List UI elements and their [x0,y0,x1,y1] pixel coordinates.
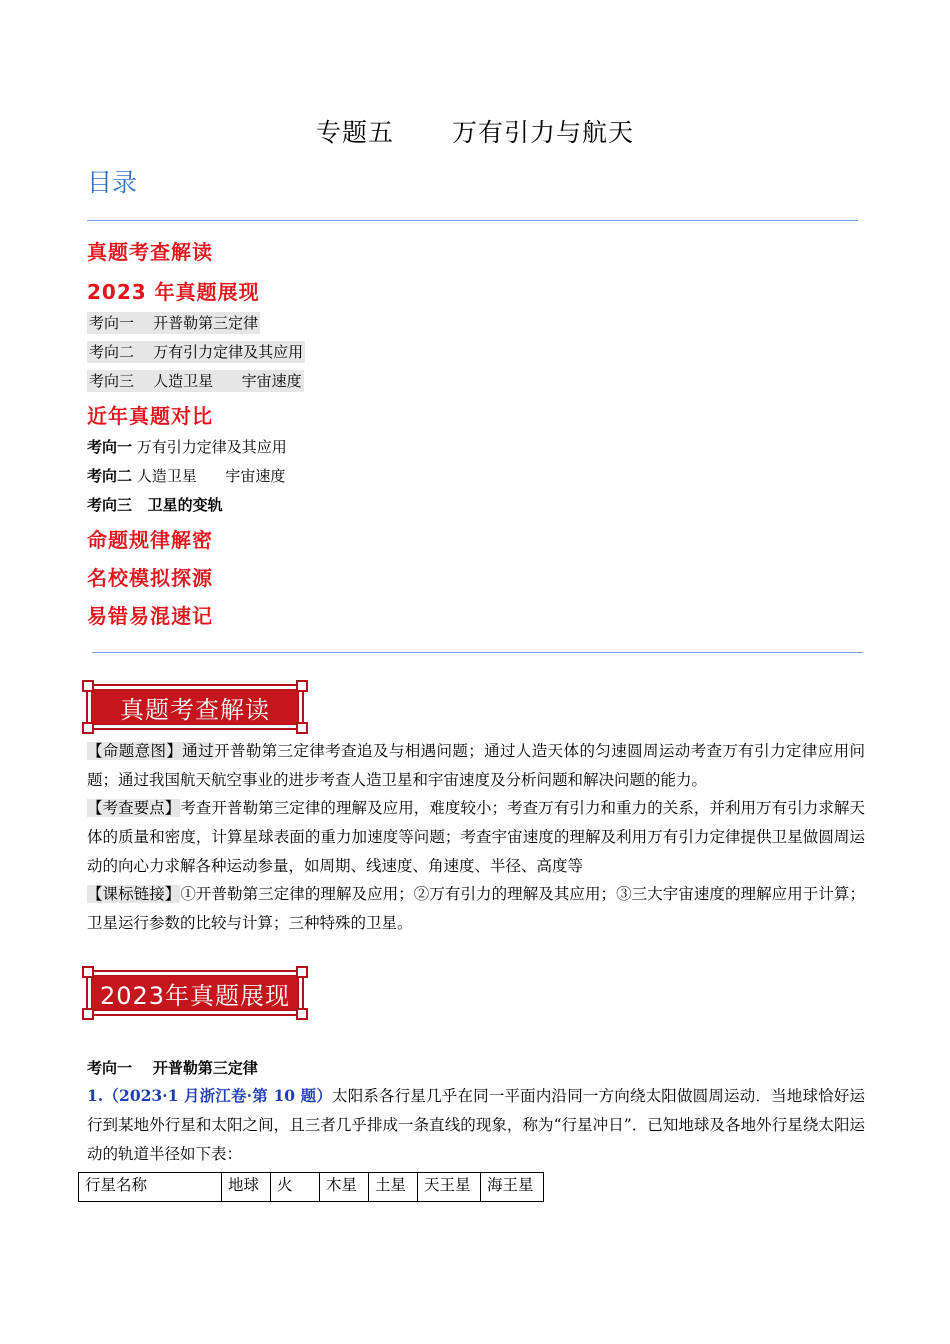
curriculum-link-paragraph [87,880,865,938]
direction-text: 人造卫星 宇宙速度 [132,467,286,485]
intent-tag: 【命题意图】通过 [87,742,215,760]
key-points-paragraph [87,794,865,881]
toc-link-2023-questions[interactable]: 2023 年真题展现 [87,280,260,304]
banner-corner-ornament [82,1008,94,1020]
direction-text: 万有引力定律及其应用 [132,438,287,456]
toc-link-recent-direction-3[interactable] [87,494,223,516]
toc-link-common-errors[interactable]: 易错易混速记 [87,604,213,628]
banner-corner-ornament [296,1008,308,1020]
intent-paragraph [87,737,865,795]
toc-link-exam-analysis[interactable]: 真题考查解读 [87,240,213,264]
toc-link-recent-direction-2[interactable] [87,465,285,487]
page-title [0,113,950,149]
curriculum-link-tag: 【课标链接】 [87,885,181,903]
planet-orbit-table [78,1172,544,1202]
toc-top-divider [87,220,858,221]
banner-label: 2023年真题展现 [91,975,299,1011]
toc-link-school-mock[interactable]: 名校模拟探源 [87,566,213,590]
intent-text: 开普勒第三定律考查追及与相遇问题；通过人造天体的匀速圆周运动考查万有引力定律应用问题；通过我国航天航空事业的进步考查人造卫星和宇宙速度及分析问题和解决问题的能力。 [87,742,865,789]
table-row [79,1173,544,1202]
table-cell: 天王星 [418,1173,481,1202]
table-cell: 行星名称 [79,1173,222,1202]
table-cell: 火 [271,1173,320,1202]
direction-tag: 考向三 [87,496,133,514]
banner-corner-ornament [82,966,94,978]
toc-link-recent-comparison[interactable]: 近年真题对比 [87,404,213,428]
banner-corner-ornament [82,722,94,734]
toc-link-2023-direction-1[interactable]: 考向一 开普勒第三定律 [89,314,259,332]
section-banner-exam-analysis [86,684,304,730]
table-cell: 土星 [369,1173,418,1202]
toc-link-recent-direction-1[interactable] [87,436,287,458]
title-subject: 万有引力与航天 [451,118,634,147]
direction-tag: 考向一 [87,438,133,456]
curriculum-link-text: ①开普勒第三定律的理解及应用；②万有引力的理解及其应用；③三大宇宙速度的理解应用于计算；卫星运行参数的比较与计算；三种特殊的卫星。 [87,885,865,932]
question-number: 1.（2023·1 月浙江卷·第 10 题） [87,1086,333,1105]
section-banner-2023-questions [86,970,304,1016]
banner-corner-ornament [296,680,308,692]
key-points-text: 考查开普勒第三定律的理解及应用，难度较小；考查万有引力和重力的关系，并利用万有引力求解天体的质量和密度，计算星球表面的重力加速度等问题；考查宇宙速度的理解及利用万有引力定律提供卫星做圆周运动的向心力求解各种运动参量，如周期、线速度、角速度、半径、高度等 [87,799,865,875]
toc-heading: 目录 [87,168,138,197]
direction-tag: 考向二 [87,467,133,485]
banner-corner-ornament [296,722,308,734]
table-cell: 地球 [222,1173,271,1202]
toc-link-pattern-decode[interactable]: 命题规律解密 [87,528,213,552]
direction-heading: 考向一 开普勒第三定律 [87,1059,258,1077]
banner-corner-ornament [82,680,94,692]
toc-bottom-divider [92,652,863,653]
table-cell: 海王星 [481,1173,544,1202]
banner-corner-ornament [296,966,308,978]
question-text: 太阳系各行星几乎在同一平面内沿同一方向绕太阳做圆周运动．当地球恰好运行到某地外行星和太阳之间，且三者几乎排成一条直线的现象，称为“行星冲日”．已知地球及各地外行星绕太阳运动的轨道半径如下表： [87,1087,865,1163]
title-topic: 专题五 [316,118,395,147]
key-points-tag: 【考查要点】 [87,799,181,817]
table-cell: 木星 [320,1173,369,1202]
direction-text: 卫星的变轨 [132,496,223,514]
question-paragraph [87,1081,865,1169]
toc-link-2023-direction-2[interactable]: 考向二 万有引力定律及其应用 [89,343,304,361]
banner-label: 真题考查解读 [91,689,299,725]
toc-link-2023-direction-3[interactable]: 考向三 人造卫星 宇宙速度 [89,372,302,390]
